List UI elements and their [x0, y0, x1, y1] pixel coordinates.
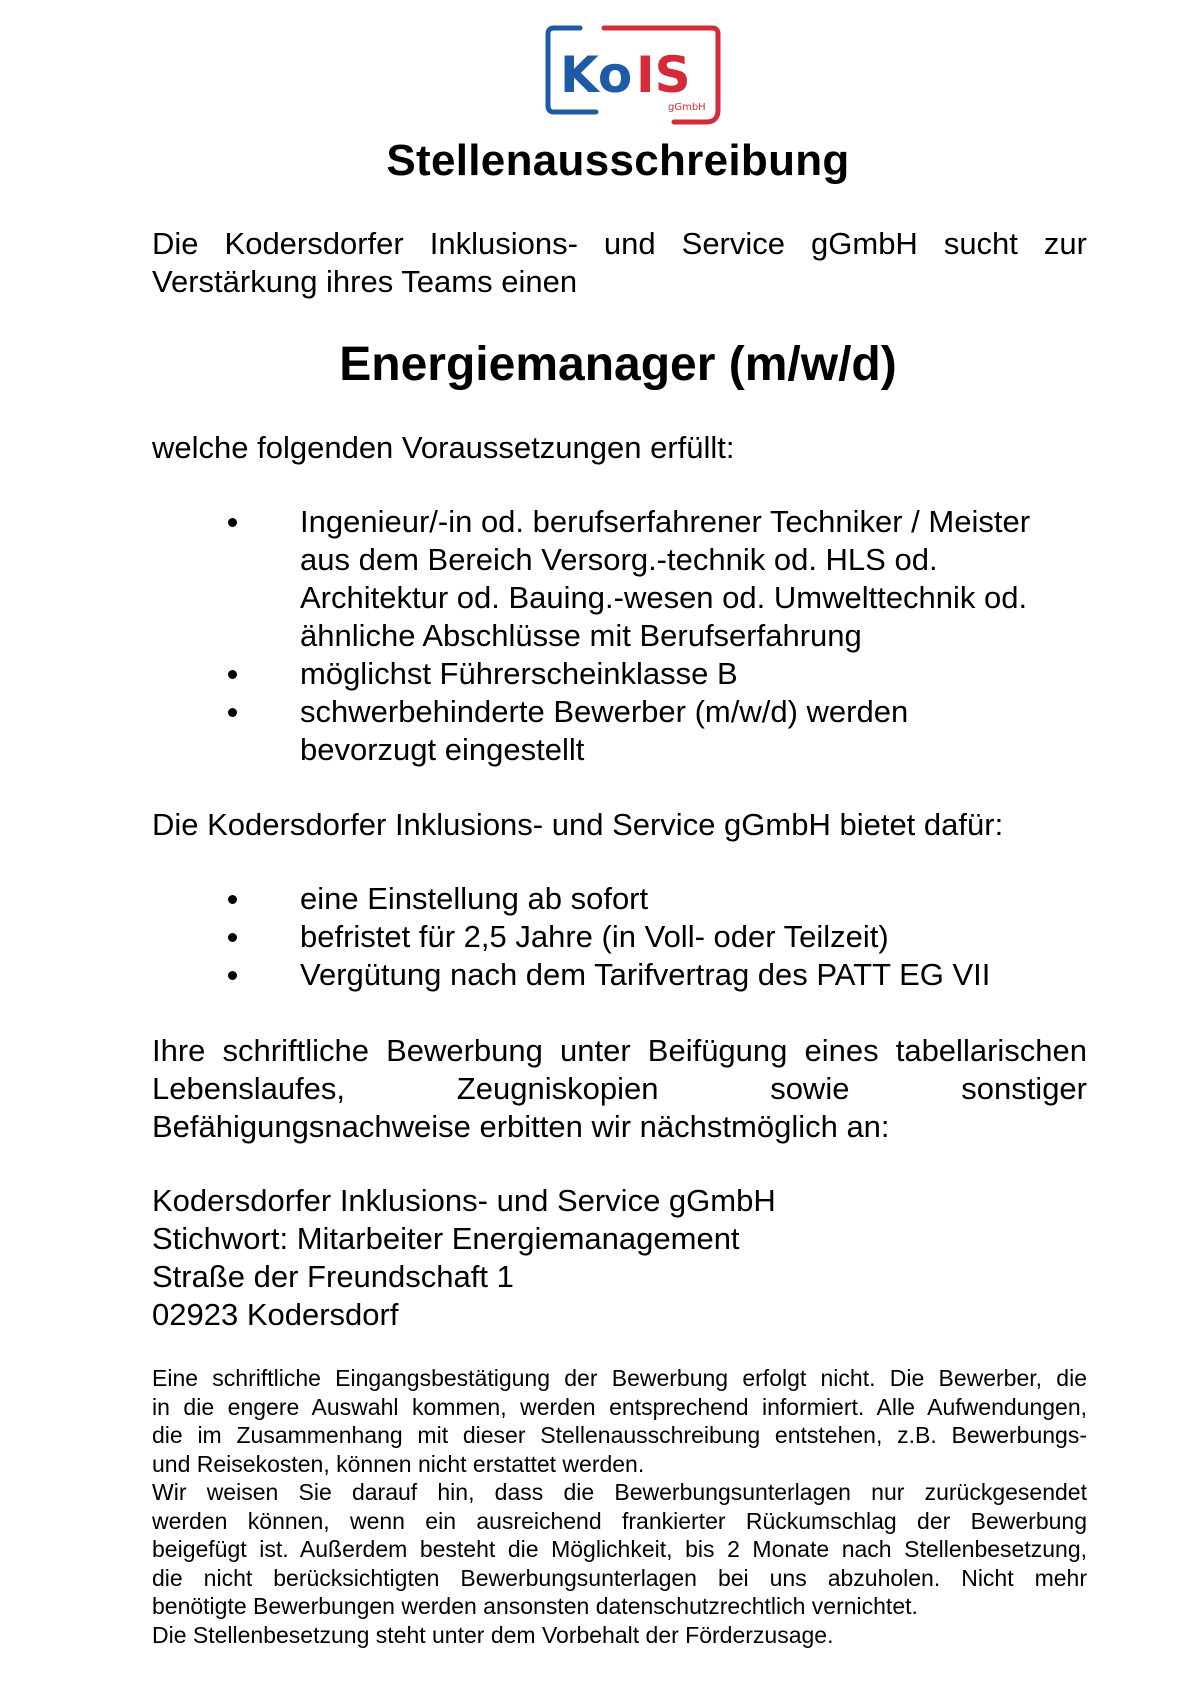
- fine-line: beigefügt ist. Außerdem besteht die Möglichkeit, bis 2 Monate nach Stellenbesetzung,: [152, 1536, 1087, 1562]
- requirement-line: Architektur od. Bauing.-wesen od. Umwelttechnik od.: [300, 580, 1028, 615]
- page-title: Stellenausschreibung: [386, 136, 850, 185]
- logo-text-is: IS: [636, 46, 691, 104]
- address-city: 02923 Kodersdorf: [152, 1297, 399, 1332]
- fine-line: Die Stellenbesetzung steht unter dem Vorbehalt der Förderzusage.: [152, 1621, 834, 1648]
- bullet-icon: [228, 670, 237, 679]
- address-keyword: Stichwort: Mitarbeiter Energiemanagement: [152, 1221, 740, 1256]
- requirement-line: schwerbehinderte Bewerber (m/w/d) werden: [300, 694, 909, 729]
- fine-print-paragraph-2: [152, 1478, 1087, 1649]
- offer-line: eine Einstellung ab sofort: [300, 881, 649, 916]
- offer-item: [152, 918, 1087, 956]
- application-text: [152, 1032, 1087, 1146]
- fine-line: die im Zusammenhang mit dieser Stellenausschreibung entstehen, z.B. Bewerbungs-: [152, 1422, 1087, 1448]
- requirements-heading: welche folgenden Voraussetzungen erfüllt:: [152, 430, 735, 465]
- fine-line: die nicht berücksichtigten Bewerbungsunterlagen bei uns abzuholen. Nicht mehr: [152, 1564, 1087, 1591]
- requirement-line: Ingenieur/-in od. berufserfahrener Techniker / Meister: [300, 504, 1031, 539]
- requirement-line: bevorzugt eingestellt: [300, 732, 585, 767]
- offer-heading: Die Kodersdorfer Inklusions- und Service gGmbH bietet dafür:: [152, 807, 1004, 842]
- requirement-line: ähnliche Abschlüsse mit Berufserfahrung: [300, 618, 862, 653]
- address-block: [152, 1182, 1087, 1334]
- intro-line-1: Die Kodersdorfer Inklusions- und Service gGmbH sucht zur: [152, 226, 1087, 261]
- intro-line-2: Verstärkung ihres Teams einen: [152, 264, 578, 299]
- requirement-item: [152, 655, 1087, 693]
- kois-logo-graphic: [544, 24, 724, 128]
- bullet-icon: [228, 708, 237, 717]
- application-line-3: Befähigungsnachweise erbitten wir nächstmöglich an:: [152, 1109, 890, 1144]
- offer-item: [152, 956, 1087, 994]
- bullet-icon: [228, 895, 237, 904]
- bullet-icon: [228, 971, 237, 980]
- application-line-2: Lebenslaufes, Zeugniskopien sowie sonstiger: [152, 1071, 1087, 1106]
- offer-line: befristet für 2,5 Jahre (in Voll- oder Teilzeit): [300, 919, 889, 954]
- offer-line: Vergütung nach dem Tarifvertrag des PATT EG VII: [300, 957, 991, 992]
- fine-line: werden können, wenn ein ausreichend frankierter Rückumschlag der Bewerbung: [152, 1507, 1087, 1534]
- job-title: Energiemanager (m/w/d): [339, 338, 897, 391]
- fine-line: und Reisekosten, können nicht erstattet werden.: [152, 1450, 645, 1477]
- address-company: Kodersdorfer Inklusions- und Service gGmbH: [152, 1183, 776, 1218]
- intro-text: [152, 225, 1087, 301]
- bullet-icon: [228, 933, 237, 942]
- logo-text-ko: Ko: [560, 46, 633, 104]
- requirement-item: [152, 503, 1087, 655]
- fine-line: in die engere Auswahl kommen, werden entsprechend informiert. Alle Aufwendungen,: [152, 1393, 1087, 1420]
- requirements-list: [152, 503, 1087, 769]
- fine-print-paragraph-1: [152, 1364, 1087, 1478]
- application-line-1: Ihre schriftliche Bewerbung unter Beifügung eines tabellarischen: [152, 1033, 1087, 1068]
- requirement-line: aus dem Bereich Versorg.-technik od. HLS od.: [300, 542, 938, 577]
- fine-line: Eine schriftliche Eingangsbestätigung der Bewerbung erfolgt nicht. Die Bewerber, die: [152, 1365, 1087, 1391]
- offer-list: [152, 880, 1087, 994]
- offer-item: [152, 880, 1087, 918]
- requirement-item: [152, 693, 1087, 769]
- address-street: Straße der Freundschaft 1: [152, 1259, 514, 1294]
- fine-line: Wir weisen Sie darauf hin, dass die Bewerbungsunterlagen nur zurückgesendet: [152, 1479, 1087, 1505]
- logo-subtext: gGmbH: [668, 102, 706, 113]
- requirement-line: möglichst Führerscheinklasse B: [300, 656, 738, 691]
- kois-logo: [544, 24, 724, 128]
- bullet-icon: [228, 518, 237, 527]
- fine-line: benötigte Bewerbungen werden ansonsten datenschutzrechtlich vernichtet.: [152, 1593, 918, 1619]
